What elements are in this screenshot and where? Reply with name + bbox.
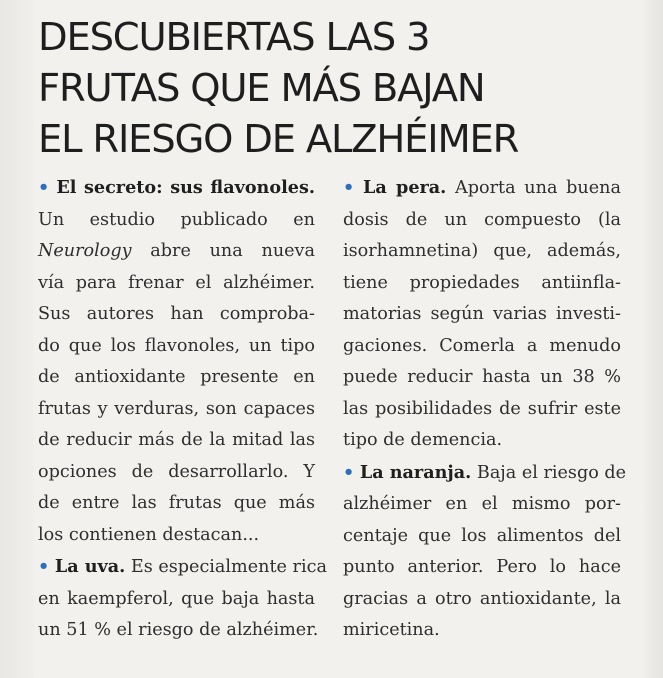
- journal-name: Neurology: [38, 241, 132, 261]
- secreto-line-4: vía para frenar el alzhéimer.: [38, 272, 315, 293]
- secreto-line-3-rest: abre una nueva: [131, 241, 315, 261]
- secreto-line-7: de antioxidante presente en: [38, 367, 315, 387]
- naranja-line-2: alzhéimer en el mismo por-: [343, 494, 621, 514]
- naranja-line-5: gracias a otro antioxidante, la: [343, 588, 621, 609]
- pera-lead: La pera.: [362, 177, 447, 198]
- headline-line-2: FRUTAS QUE MÁS BAJAN: [38, 66, 485, 111]
- uva-lead: La uva.: [54, 556, 126, 577]
- headline-line-3: EL RIESGO DE ALZHÉIMER: [38, 117, 519, 162]
- pera-line-6: gaciones. Comerla a menudo: [343, 335, 621, 356]
- secreto-line-11: de entre las frutas que más: [38, 493, 315, 513]
- bullet-icon: •: [343, 177, 355, 198]
- secreto-line-2: Un estudio publicado en: [38, 209, 315, 230]
- adjacent-page-edge-left: [0, 0, 34, 678]
- secreto-line-12: los contienen destacan...: [38, 524, 260, 545]
- bullet-icon: •: [343, 461, 355, 483]
- pera-line-8: las posibilidades de sufrir este: [343, 398, 621, 419]
- secreto-line-10: opciones de desarrollarlo. Y: [38, 461, 315, 482]
- secreto-line-9: de reducir más de la mitad las: [38, 430, 315, 450]
- paragraph-naranja-line-1: [343, 457, 627, 490]
- pera-line-2: dosis de un compuesto (la: [343, 209, 621, 230]
- secreto-lead: El secreto: sus flavonoles.: [56, 177, 315, 198]
- secreto-line-5: Sus autores han comproba-: [38, 304, 315, 324]
- uva-line-2: en kaempferol, que baja hasta: [38, 588, 315, 609]
- headline-line-1: DESCUBIERTAS LAS 3: [38, 15, 430, 60]
- naranja-line-6: miricetina.: [343, 620, 440, 640]
- pera-line-7: puede reducir hasta un 38 %: [343, 367, 621, 387]
- paragraph-uva-line-1: [38, 551, 327, 584]
- naranja-line-3: centaje que los alimentos del: [343, 525, 621, 546]
- article-headline: [38, 12, 648, 165]
- naranja-lead: La naranja.: [359, 461, 472, 483]
- bullet-icon: •: [38, 556, 50, 577]
- paragraph-pera-line-1: [343, 172, 621, 205]
- secreto-line-3: [38, 236, 315, 268]
- pera-line-3: isorhamnetina) que, además,: [343, 241, 621, 261]
- pera-line-5: matorias según varias investi-: [343, 304, 621, 324]
- bullet-icon: •: [38, 177, 50, 198]
- secreto-line-8: frutas y verduras, son capaces: [38, 398, 315, 419]
- uva-line-1-rest: Es especialmente rica: [125, 557, 327, 577]
- naranja-line-1-rest: Baja el riesgo de: [471, 462, 627, 483]
- pera-line-9: tipo de demencia.: [343, 430, 503, 450]
- uva-line-3: un 51 % el riesgo de alzhéimer.: [38, 620, 319, 640]
- naranja-line-4: punto anterior. Pero lo hace: [343, 557, 621, 577]
- pera-line-4: tiene propiedades antiinfla-: [343, 272, 621, 293]
- pera-line-1-rest: Aporta una buena: [446, 178, 622, 198]
- paragraph-secreto-line-1: [38, 172, 315, 205]
- right-column: [343, 172, 627, 647]
- secreto-line-6: do que los flavonoles, un tipo: [38, 335, 315, 356]
- left-column: [38, 172, 327, 647]
